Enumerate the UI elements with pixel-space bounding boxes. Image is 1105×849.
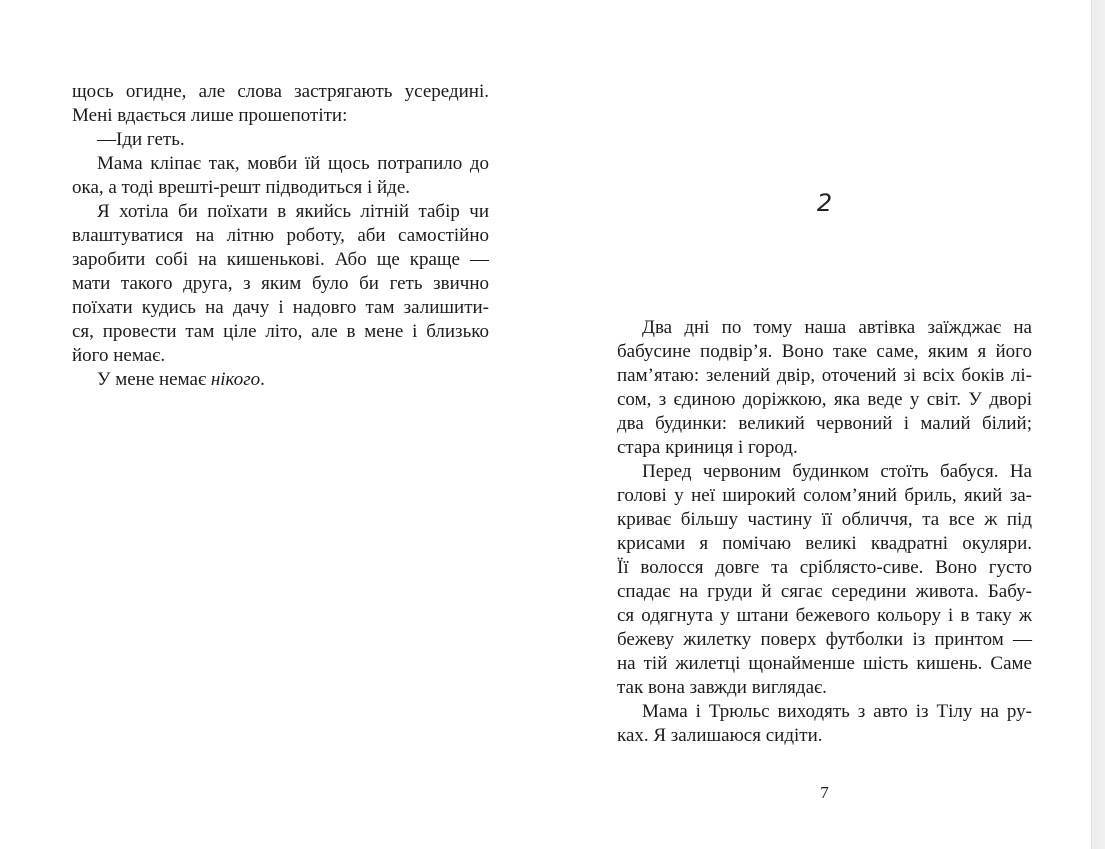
text-line: Мені вдається лише прошепотіти: [72,105,348,126]
paragraph [72,368,489,392]
text-line: два будинки: великий червоний і малий білий; [617,413,1032,434]
text-line: Мама кліпає так, мовби їй щось потрапило до [97,153,489,174]
chapter-number: 2 [816,189,833,217]
text-line: сом, з єдиною доріжкою, яка веде у світ. У дворі [617,389,1032,410]
text-line: спадає на груди й сягає середини живота. Бабу- [617,581,1032,602]
paragraph [72,80,489,128]
page-edge [1091,0,1105,849]
paragraph [617,460,1032,700]
text-line: Мама і Трюльс виходять з авто із Тілу на ру- [642,701,1032,722]
text-line: на тій жилетці щонайменше шість кишень. Саме [617,653,1032,674]
left-page-text [72,80,489,392]
text-line: мати такого друга, з яким було би геть звично [72,273,489,294]
text-line: щось огидне, але слова застрягають усередині. [72,81,489,102]
paragraph [72,152,489,200]
text-line: поїхати кудись на дачу і надовго там залишити- [72,297,489,318]
text-line: Я хотіла би поїхати в якийсь літній табір чи [97,201,489,222]
text-line: його немає. [72,345,166,366]
text-line: бежеву жилетку поверх футболки із принтом — [617,629,1032,650]
text-line: так вона завжди виглядає. [617,677,827,698]
text-segment: У мене немає [97,369,211,390]
text-line: ся одягнута у штани бежевого кольору і в таку ж [617,605,1032,626]
text-line: ся, провести там ціле літо, але в мене і близько [72,321,489,342]
emphasized-word: нікого [210,369,261,390]
text-line: влаштуватися на літню роботу, аби самостійно [72,225,489,246]
text-line: заробити собі на кишенькові. Або ще краще — [72,249,489,270]
text-line: голові у неї широкий солом’яний бриль, який за- [617,485,1032,506]
text-line: стара криниця і город. [617,437,798,458]
text-line: ках. Я залишаюся сидіти. [617,725,823,746]
text-line: крисами я помічаю великі квадратні окуляри. [617,533,1032,554]
paragraph [72,200,489,368]
text-line: Перед червоним будинком стоїть бабуся. На [642,461,1032,482]
paragraph [617,316,1032,460]
text-line: Два дні по тому наша автівка заїжджає на [642,317,1032,338]
right-page-text [617,316,1032,748]
text-line [72,368,489,392]
page-number: 7 [820,783,829,802]
text-line: бабусине подвір’я. Воно таке саме, яким я його [617,341,1032,362]
paragraph [72,128,489,152]
text-line: ока, а тоді врешті-решт підводиться і йде. [72,177,411,198]
text-line: криває більшу частину її обличчя, та все ж під [617,509,1032,530]
dialogue-line: —Іди геть. [97,129,185,150]
paragraph [617,700,1032,748]
text-line: пам’ятаю: зелений двір, оточений зі всіх боків лі- [617,365,1032,386]
text-line: Її волосся довге та сріблясто-сиве. Воно густо [617,557,1032,578]
text-segment: . [260,369,265,390]
